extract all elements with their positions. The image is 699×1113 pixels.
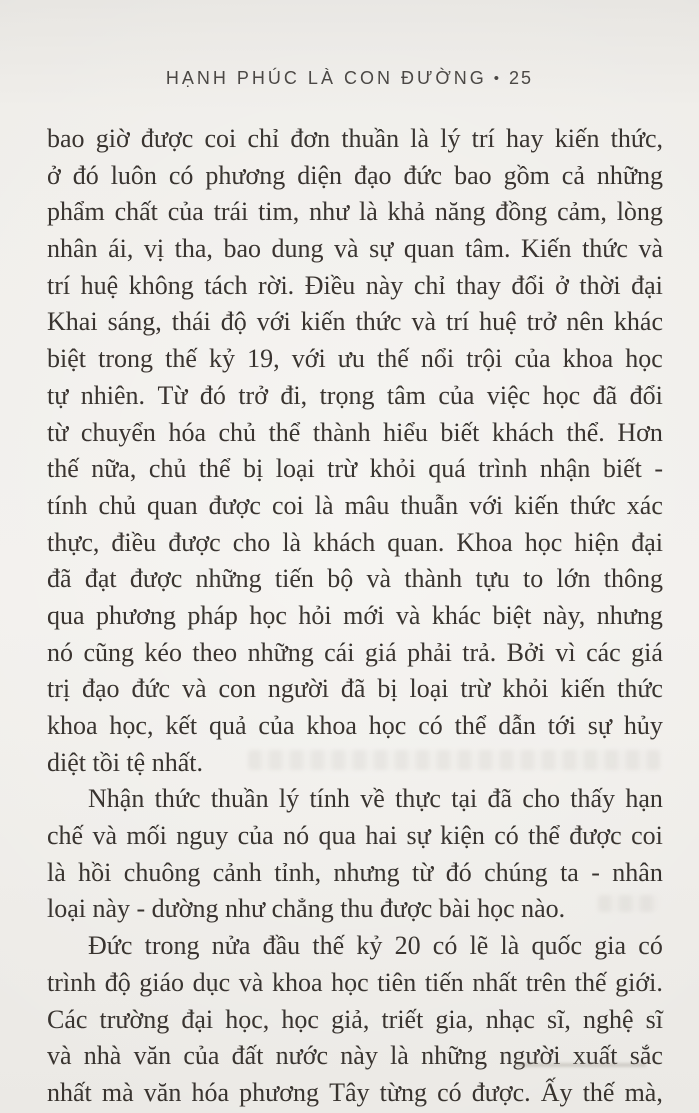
text-line: trình độ giáo dục và khoa học tiên tiến nhất trên thế giới. xyxy=(47,967,663,997)
paragraph xyxy=(47,781,663,928)
text-line: là hồi chuông cảnh tỉnh, nhưng từ đó chúng ta - nhân xyxy=(47,857,663,887)
text-line: trị đạo đức và con người đã bị loại trừ khỏi kiến thức xyxy=(47,674,663,704)
running-header xyxy=(0,68,699,89)
body-text xyxy=(47,121,663,1112)
text-line: thực, điều được cho là khách quan. Khoa học hiện đại xyxy=(47,527,663,557)
page-number: 25 xyxy=(509,68,534,88)
text-line: thế nữa, chủ thể bị loại trừ khỏi quá trình nhận biết - xyxy=(47,454,663,484)
text-line: loại này - dường như chẳng thu được bài học nào. xyxy=(47,894,566,924)
text-line: khoa học, kết quả của khoa học có thể dẫn tới sự hủy xyxy=(47,711,663,740)
text-line: diệt tồi tệ nhất. xyxy=(47,747,203,777)
text-line: chế và mối nguy của nó qua hai sự kiện có thể được coi xyxy=(47,821,663,851)
text-line: tự nhiên. Từ đó trở đi, trọng tâm của việc học đã đổi xyxy=(47,380,663,410)
text-line: đã đạt được những tiến bộ và thành tựu to lớn thông xyxy=(47,564,663,594)
text-line: tính chủ quan được coi là mâu thuẫn với kiến thức xác xyxy=(47,490,663,520)
text-line: qua phương pháp học hỏi mới và khác biệt này, nhưng xyxy=(47,600,663,630)
header-bullet-separator: • xyxy=(493,70,500,87)
text-line: ở đó luôn có phương diện đạo đức bao gồm cả những xyxy=(47,160,663,190)
text-line: trí huệ không tách rời. Điều này chỉ thay đổi ở thời đại xyxy=(47,270,663,300)
text-line: nhất mà văn hóa phương Tây từng có được. Ấy thế mà, xyxy=(47,1077,663,1107)
text-line: bao giờ được coi chỉ đơn thuần là lý trí hay kiến thức, xyxy=(47,124,663,153)
paragraph xyxy=(47,121,663,781)
running-header-title: HẠNH PHÚC LÀ CON ĐƯỜNG xyxy=(165,68,487,88)
text-line: Khai sáng, thái độ với kiến thức và trí huệ trở nên khác xyxy=(47,307,663,337)
text-line: và nhà văn của đất nước này là những người xuất sắc xyxy=(47,1041,663,1071)
text-line: nó cũng kéo theo những cái giá phải trả. Bởi vì các giá xyxy=(47,637,663,667)
text-line: nhân ái, vị tha, bao dung và sự quan tâm. Kiến thức và xyxy=(47,234,663,264)
paragraph xyxy=(47,928,663,1111)
text-line: Các trường đại học, học giả, triết gia, nhạc sĩ, nghệ sĩ xyxy=(47,1004,663,1034)
text-line: biệt trong thế kỷ 19, với ưu thế nổi trội của khoa học xyxy=(47,344,663,374)
text-line: phẩm chất của trái tim, như là khả năng đồng cảm, lòng xyxy=(47,197,663,227)
text-line: Đức trong nửa đầu thế kỷ 20 có lẽ là quốc gia có xyxy=(88,931,663,961)
text-line: Nhận thức thuần lý tính về thực tại đã cho thấy hạn xyxy=(88,784,663,814)
text-line: từ chuyển hóa chủ thể thành hiểu biết khách thể. Hơn xyxy=(47,417,663,447)
